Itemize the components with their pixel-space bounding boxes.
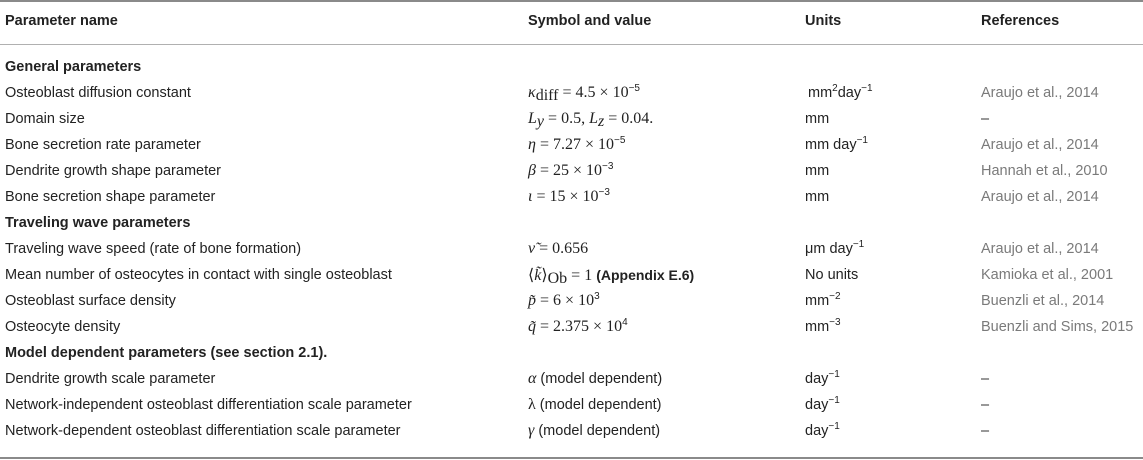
symbol-value: γ (model dependent)	[528, 422, 661, 439]
units-value: No units	[805, 267, 859, 283]
units-value: day$^{-1}$	[805, 369, 840, 387]
units-value: mm	[805, 111, 830, 127]
section-general-parameters	[0, 54, 1143, 80]
reference: Araujo et al., 2014	[981, 241, 1099, 257]
reference: Kamioka et al., 2001	[981, 267, 1114, 283]
table-top-rule	[0, 0, 1143, 2]
reference: Hannah et al., 2010	[981, 163, 1108, 179]
table-row	[0, 262, 1143, 288]
table-row	[0, 392, 1143, 418]
symbol-value: α (model dependent)	[528, 370, 663, 387]
table-row	[0, 80, 1143, 106]
section-model-dependent-parameters	[0, 340, 1143, 366]
section-label: General parameters	[5, 59, 142, 75]
header-parameter-name: Parameter name	[5, 13, 118, 29]
units-value: day$^{-1}$	[805, 395, 840, 413]
reference: –	[981, 111, 990, 127]
table-row	[0, 184, 1143, 210]
reference: Buenzli et al., 2014	[981, 293, 1105, 309]
param-name: Mean number of osteocytes in contact with single osteoblast	[5, 267, 392, 283]
param-name: Traveling wave speed (rate of bone formation)	[5, 241, 302, 257]
section-traveling-wave-parameters	[0, 210, 1143, 236]
param-name: Osteocyte density	[5, 319, 121, 335]
header-references: References	[981, 13, 1060, 29]
param-name: Bone secretion rate parameter	[5, 137, 201, 153]
units-value: mm day$^{-1}$	[805, 135, 868, 153]
param-name: Bone secretion shape parameter	[5, 189, 216, 205]
reference: Araujo et al., 2014	[981, 85, 1099, 101]
symbol-value: $⟨k̃⟩_{Ob} = 1$ (Appendix E.6)	[528, 267, 695, 287]
symbol-value: $\beta = 25 \times 10^{-3}$	[528, 161, 614, 179]
reference: Araujo et al., 2014	[981, 137, 1099, 153]
header-units: Units	[805, 13, 842, 29]
table-row	[0, 418, 1143, 444]
symbol-value: p̃ = $6 \times 10^3$	[528, 291, 600, 309]
table-row	[0, 132, 1143, 158]
units-value: mm	[805, 163, 830, 179]
param-name: Dendrite growth scale parameter	[5, 371, 216, 387]
section-label: Model dependent parameters (see section 2.1).	[5, 345, 328, 361]
param-name: Domain size	[5, 111, 85, 127]
symbol-value: $L_y = 0.5$, $L_z = 0.04$.	[528, 110, 654, 130]
table-bottom-rule	[0, 457, 1143, 459]
units-value: μm day$^{-1}$	[805, 239, 865, 257]
table-row	[0, 288, 1143, 314]
header-symbol-value: Symbol and value	[528, 13, 652, 29]
table-row	[0, 366, 1143, 392]
symbol-value: ν̃ = 0.656	[528, 240, 589, 257]
units-value: $mm^2day^{-1}$	[808, 83, 873, 101]
param-name: Osteoblast surface density	[5, 293, 176, 309]
units-value: day$^{-1}$	[805, 421, 840, 439]
param-name: Network-dependent osteoblast differentiation scale parameter	[5, 423, 401, 439]
table-row	[0, 158, 1143, 184]
reference: –	[981, 423, 990, 439]
reference: –	[981, 371, 990, 387]
table-header-row	[0, 8, 1143, 34]
header-rule	[0, 44, 1143, 45]
table-row	[0, 314, 1143, 340]
table-row	[0, 106, 1143, 132]
units-value: $mm^{-3}$	[805, 317, 841, 335]
reference: Araujo et al., 2014	[981, 189, 1099, 205]
reference: Buenzli and Sims, 2015	[981, 319, 1134, 335]
param-name: Osteoblast diffusion constant	[5, 85, 191, 101]
param-name: Network-independent osteoblast differentiation scale parameter	[5, 397, 412, 413]
units-value: mm	[805, 189, 830, 205]
reference: –	[981, 397, 990, 413]
symbol-value: $\eta = 7.27 \times 10^{-5}$	[528, 135, 626, 153]
section-label: Traveling wave parameters	[5, 215, 191, 231]
param-name: Dendrite growth shape parameter	[5, 163, 222, 179]
symbol-value: $\kappa_{diff} = 4.5 \times 10^{-5}$	[528, 83, 640, 104]
symbol-value: q̃ = $2.375 \times 10^4$	[528, 317, 628, 335]
symbol-value: $\iota = 15 \times 10^{-3}$	[528, 187, 610, 205]
symbol-value: λ (model dependent)	[528, 396, 662, 413]
table-row	[0, 236, 1143, 262]
units-value: $mm^{-2}$	[805, 291, 841, 309]
